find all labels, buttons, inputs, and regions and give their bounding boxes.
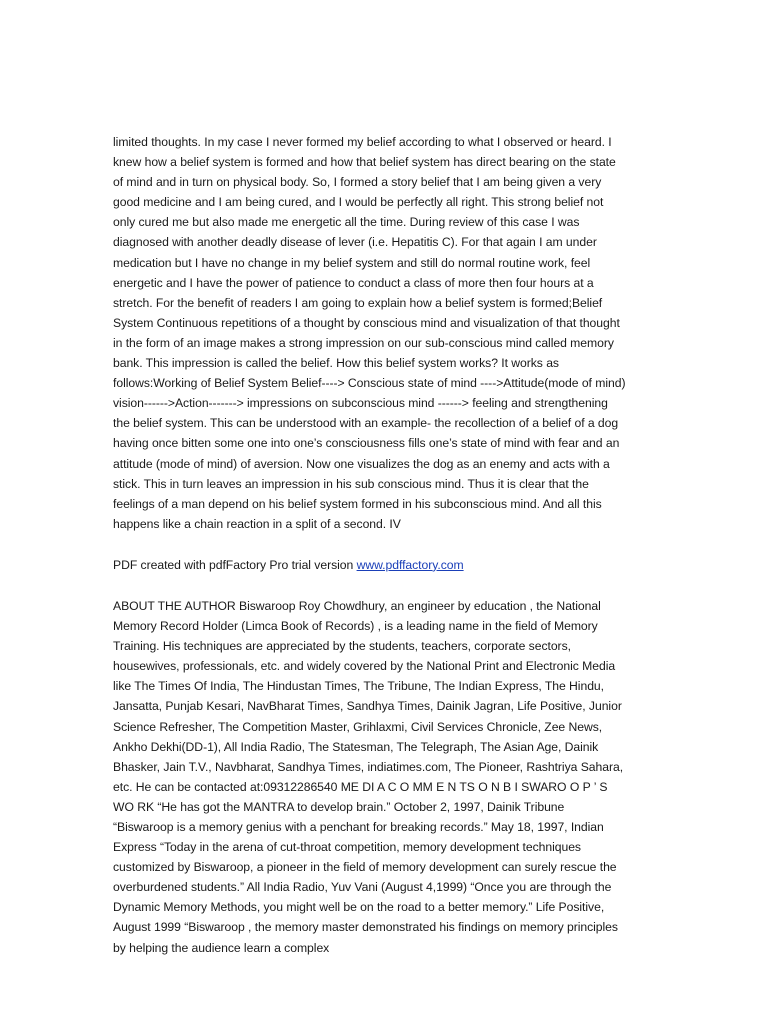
about-author-paragraph: ABOUT THE AUTHOR Biswaroop Roy Chowdhury, an engineer by education , the National Memory Record Holder (Limca Book of Records) , is a leading name in the field of Memory Training. His techniques are appreciated by the students, teachers, corporate sectors, housewives, professionals, etc. and widely covered by the National Print and Electronic Media like The Times Of India, The Hindustan Times, The Tribune, The Indian Express, The Hindu, Jansatta, Punjab Kesari, NavBharat Times, Sandhya Times, Dainik Jagran, Life Positive, Junior Science Refresher, The Competition Master, Grihlaxmi, Civil Services Chronicle, Zee News, Ankho Dekhi(DD-1), All India Radio, The Statesman, The Telegraph, The Asian Age, Dainik Bhasker, Jain T.V., Navbharat, Sandhya Times, indiatimes.com, The Pioneer, Rashtriya Sahara, etc. He can be contacted at:09312286540 ME DI A C O MM E N TS O N B I SWARO O P ’ S WO RK “He has got the MANTRA to develop brain.” October 2, 1997, Dainik Tribune “Biswaroop is a memory genius with a penchant for breaking records.” May 18, 1997, Indian Express “Today in the arena of cut-throat competition, memory development techniques customized by Biswaroop, a pioneer in the field of memory development can surely rescue the overburdened students.” All India Radio, Yuv Vani (August 4,1999) “Once you are through the Dynamic Memory Methods, you might well be on the road to a better memory.” Life Positive, August 1999 “Biswaroop , the memory master demonstrated his findings on memory principles by helping the audience learn a complex [113,598,624,955]
document-body [113,132,627,958]
pdf-footer-notice [113,555,627,575]
body-paragraph: limited thoughts. In my case I never formed my belief according to what I observed or heard. I knew how a belief system is formed and how that belief system has direct bearing on the state of mind and in turn on physical body. So, I formed a story belief that I am being given a very good medicine and I am being cured, and I would be perfectly all right. This strong belief not only cured me but also made me energetic all the time. During review of this case I was diagnosed with another deadly disease of lever (i.e. Hepatitis C). For that again I am under medication but I have no change in my belief system and still do normal routine work, feel energetic and I have the power of patience to conduct a class of more then four hours at a stretch. For the benefit of readers I am going to explain how a belief system is formed;Belief System Continuous repetitions of a thought by conscious mind and visualization of that thought in the form of an image makes a strong impression on our sub-conscious mind called memory bank. This impression is called the belief. How this belief system works? It works as follows:Working of Belief System Belief----> Conscious state of mind ---->Attitude(mode of mind) vision------>Action-------> impressions on subconscious mind ------> feeling and strengthening the belief system. This can be understood with an example- the recollection of a belief of a dog having once bitten some one into one’s consciousness fills one’s state of mind with fear and an attitude (mode of mind) of aversion. Now one visualizes the dog as an enemy and acts with a stick. This in turn leaves an impression in his sub conscious mind. Thus it is clear that the feelings of a man depend on his belief system formed in his subconscious mind. And all this happens like a chain reaction in a split of a second. IV [113,135,626,531]
pdffactory-link[interactable]: www.pdffactory.com [356,557,464,572]
footer-text: PDF created with pdfFactory Pro trial version [113,557,357,572]
